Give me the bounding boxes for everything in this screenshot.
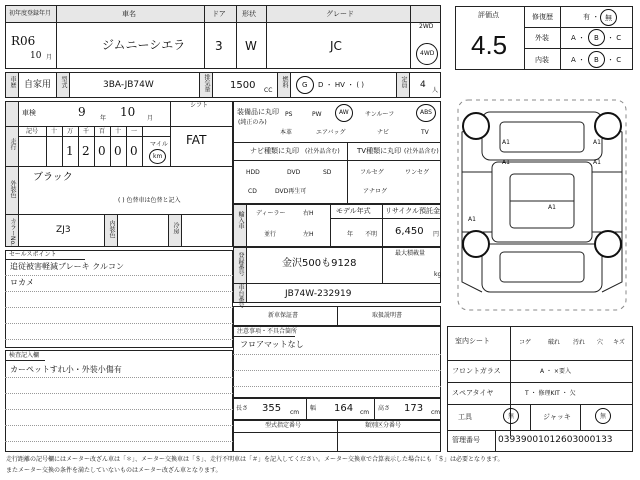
navi-opt: HDD bbox=[246, 169, 260, 176]
grade-label: グレード bbox=[326, 10, 354, 18]
model-year-label: モデル年式 bbox=[336, 207, 371, 215]
aw-circle bbox=[335, 104, 353, 122]
drive-2wd: 2WD bbox=[419, 23, 434, 30]
navi-type-label: ナビ種類に丸印 bbox=[250, 147, 299, 155]
shape-label: 形状 bbox=[242, 10, 256, 18]
interior-sheet-opt: 破れ bbox=[548, 339, 561, 346]
doors-label: ドア bbox=[212, 10, 226, 18]
recycle-unit: 円 bbox=[433, 231, 440, 238]
repair-no: 無 bbox=[605, 14, 612, 22]
interior-b-circle bbox=[588, 51, 605, 68]
height-unit: cm bbox=[431, 409, 441, 416]
mileage-digit: 1 bbox=[66, 144, 74, 158]
fuel-label: 燃料 bbox=[281, 76, 288, 88]
shift-label: シフト bbox=[190, 102, 209, 109]
notes-value: フロアマットなし bbox=[240, 340, 304, 349]
shift-value: FAT bbox=[186, 133, 207, 147]
width-label: 幅 bbox=[310, 405, 317, 412]
disp-unit: CC bbox=[264, 87, 273, 94]
disp-label: 排気量 bbox=[203, 74, 210, 92]
digit-header-10k: 万 bbox=[67, 128, 74, 135]
fuel-g: G bbox=[302, 81, 308, 89]
jack-value: 無 bbox=[600, 413, 607, 420]
jack-none-circle bbox=[595, 408, 611, 424]
car-diagram-svg bbox=[452, 92, 632, 320]
fuel-g-circle bbox=[296, 76, 314, 94]
width-unit: cm bbox=[360, 409, 370, 416]
digit-header-100k: 十 bbox=[51, 128, 58, 135]
fuel-rest: D ・ HV ・ ( ) bbox=[318, 81, 365, 89]
tv-type-label: TV種類に丸印 bbox=[357, 147, 402, 155]
drive-4wd-circle bbox=[416, 43, 438, 65]
car-name-label: 車名 bbox=[122, 10, 136, 18]
shape-value: W bbox=[245, 39, 257, 53]
damage-mark: A1 bbox=[502, 139, 510, 146]
notes-label: 注意事項・不具合箇所 bbox=[237, 328, 298, 335]
selling-points-label: セールスポイント bbox=[9, 251, 57, 258]
model-year-year: 年 bbox=[347, 231, 354, 238]
length-label: 長さ bbox=[236, 405, 249, 412]
registration-value: 金沢500も9128 bbox=[282, 258, 357, 269]
row2-table bbox=[5, 72, 441, 98]
new-car-warranty: 新車保証書 bbox=[268, 312, 299, 319]
color-code-value: ZJ3 bbox=[56, 225, 71, 235]
abs-circle bbox=[416, 104, 436, 122]
navi-opt: DVD bbox=[287, 169, 301, 176]
mileage-digit: 2 bbox=[82, 144, 90, 158]
inspector-label: 検査記入欄 bbox=[9, 352, 40, 359]
control-number-value: 0393900101260300013​3 bbox=[498, 435, 613, 445]
km-label: km bbox=[153, 153, 163, 160]
equipment-label: 装備品に丸印 bbox=[237, 108, 279, 116]
length-unit: cm bbox=[290, 409, 300, 416]
mileage-digit: 0 bbox=[114, 144, 122, 158]
interior-sel: B bbox=[594, 56, 599, 64]
equipment-sub: (純正のみ) bbox=[238, 119, 267, 126]
mileage-digit: 0 bbox=[98, 144, 106, 158]
first-reg-month-unit: 月 bbox=[46, 54, 53, 61]
model-year-unknown: 不明 bbox=[365, 231, 378, 238]
navi-opt: SD bbox=[323, 169, 332, 176]
use-label: 車歴 bbox=[9, 76, 16, 88]
inspection-label: 車検 bbox=[22, 109, 36, 117]
interior-sheet-opt: 穴 bbox=[597, 339, 604, 346]
damage-mark: A1 bbox=[548, 204, 556, 211]
seats-value: 4 bbox=[420, 80, 426, 90]
use-value: 自家用 bbox=[24, 80, 52, 90]
color-code-label: カラーNo. bbox=[9, 218, 16, 246]
score-value: 4.5 bbox=[471, 30, 508, 60]
navi-opt: CD bbox=[248, 188, 257, 195]
interior-opts: A ・ bbox=[571, 56, 586, 64]
selling-point-line: 追従被害軽減ブレーキ クルコン bbox=[10, 262, 124, 271]
car-diagram bbox=[452, 92, 632, 320]
spare-label: スペアタイヤ bbox=[452, 389, 494, 397]
recycle-value: 6,450 bbox=[395, 226, 424, 237]
equipment-airbag: エアバッグ bbox=[316, 129, 346, 136]
exterior-b-circle bbox=[588, 29, 605, 46]
equipment-ps: PS bbox=[285, 111, 293, 118]
km-circle bbox=[149, 149, 166, 164]
equipment-pw: PW bbox=[312, 111, 322, 118]
interior-sheet-opt: キズ bbox=[613, 339, 625, 346]
import-right: 右H bbox=[303, 210, 314, 217]
equipment-leather: 本革 bbox=[280, 129, 293, 136]
inspection-year: 9 bbox=[78, 105, 86, 119]
windshield-label: フロントガラス bbox=[452, 367, 501, 375]
drive-4wd: 4WD bbox=[420, 50, 435, 57]
equipment-navi: ナビ bbox=[377, 129, 390, 136]
doors-value: 3 bbox=[215, 39, 223, 53]
exterior-sel: B bbox=[594, 34, 599, 42]
height-label: 高さ bbox=[378, 405, 391, 412]
import-left: 左H bbox=[303, 231, 314, 238]
grade-value: JC bbox=[330, 39, 342, 53]
score-label: 評価点 bbox=[478, 11, 499, 19]
interior-sheet-opt: コゲ bbox=[519, 339, 532, 346]
spare-value: T ・ 修理KIT ・ 欠 bbox=[525, 390, 576, 397]
damage-mark: A1 bbox=[593, 139, 601, 146]
first-reg-value: R06 bbox=[11, 34, 36, 48]
digit-header-100: 百 bbox=[99, 128, 106, 135]
digit-header-sign: 記号 bbox=[26, 128, 39, 135]
exterior-label: 外装 bbox=[535, 34, 549, 42]
interior-c: ・ C bbox=[607, 56, 622, 64]
exterior-opts: A ・ bbox=[571, 34, 586, 42]
damage-mark: A1 bbox=[468, 216, 476, 223]
length-value: 355 bbox=[262, 403, 282, 414]
class-number-label: 類別区分番号 bbox=[365, 422, 402, 429]
disp-value: 1500 bbox=[230, 80, 256, 91]
footer-note-line2: またメーター交換の条件を満たしていないものはメーター改ざん車となります。 bbox=[6, 467, 222, 474]
chassis-value: JB74W-232919 bbox=[285, 289, 352, 299]
first-reg-label: 初年度登録年月 bbox=[9, 10, 52, 17]
seats-unit: 人 bbox=[432, 87, 439, 94]
inspector-line: カーペットすれ小・外装小傷有 bbox=[10, 365, 122, 374]
seats-label: 定員 bbox=[400, 76, 407, 88]
mileage-digit: 0 bbox=[130, 144, 138, 158]
exterior-color-value: ブラック bbox=[33, 172, 73, 183]
tv-opt: フルセグ bbox=[360, 169, 384, 176]
height-value: 173 bbox=[404, 403, 424, 414]
navi-opt: DVD再生可 bbox=[275, 188, 307, 195]
type-number-label: 型式指定番号 bbox=[265, 422, 302, 429]
exterior-color-note: ( ) 色替車は色替と記入 bbox=[118, 197, 181, 204]
max-load-unit: kg bbox=[434, 271, 442, 278]
damage-mark: A1 bbox=[502, 159, 510, 166]
exterior-c: ・ C bbox=[607, 34, 622, 42]
chassis-label: 車台番号 bbox=[237, 284, 244, 308]
model-label: 型式 bbox=[60, 76, 67, 88]
damage-mark: A1 bbox=[593, 159, 601, 166]
repair-label: 修復歴 bbox=[532, 13, 553, 21]
interior-sheet-label: 室内シート bbox=[455, 337, 490, 345]
footer-note-line1: 走行距離の記号欄にはメーター改ざん車は「＊」、メーター交換車は「＄」、走行不明車は「＃」を記入してください。メーター交換車で合算表示した場合にも「＄」は必要となります。 bbox=[6, 456, 504, 463]
tools-label: 工具 bbox=[458, 413, 472, 421]
selling-point-line: ロカメ bbox=[10, 278, 34, 287]
equipment-tv: TV bbox=[421, 129, 429, 136]
model-value: 3BA-JB74W bbox=[103, 80, 154, 90]
mile-label: マイル bbox=[150, 141, 168, 148]
navi-type-sub: (社外品含む) bbox=[305, 148, 340, 155]
inspection-year-unit: 年 bbox=[100, 115, 107, 122]
digit-header-1: 一 bbox=[131, 128, 138, 135]
tools-none-circle bbox=[503, 408, 519, 424]
tv-type-sub: (社外品含む) bbox=[404, 148, 439, 155]
interior-sheet-opt: 汚れ bbox=[573, 339, 586, 346]
equipment-abs: ABS bbox=[420, 109, 432, 116]
max-load-label: 最大積載量 bbox=[395, 250, 426, 257]
interior-color-label: 内装色 bbox=[108, 220, 115, 238]
owners-manual: 取扱説明書 bbox=[372, 312, 403, 319]
control-number-label: 管理番号 bbox=[452, 436, 480, 444]
jack-label: ジャッキ bbox=[543, 413, 571, 421]
tv-opt: アナログ bbox=[363, 188, 388, 195]
first-reg-month: 10 bbox=[30, 51, 42, 61]
digit-header-10: 十 bbox=[115, 128, 122, 135]
import-parallel: 並行 bbox=[264, 231, 277, 238]
equipment-sunroof: サンルーフ bbox=[365, 111, 395, 118]
tools-value: 無 bbox=[508, 413, 515, 420]
import-dealer: ディーラー bbox=[256, 210, 286, 217]
digit-header-1k: 千 bbox=[83, 128, 90, 135]
width-value: 164 bbox=[334, 403, 354, 414]
inspection-month-unit: 月 bbox=[147, 115, 154, 122]
run-label: 走行 bbox=[9, 138, 16, 150]
recycle-label: リサイクル預託金 bbox=[385, 207, 441, 215]
repair-yes: 有 ・ bbox=[583, 13, 600, 21]
interior-label: 内装 bbox=[535, 56, 549, 64]
equipment-aw: AW bbox=[339, 109, 349, 116]
windshield-value: A ・ ×要入 bbox=[540, 368, 571, 375]
tv-opt: ワンセグ bbox=[405, 169, 430, 176]
inspection-month: 10 bbox=[120, 105, 136, 119]
car-name-value: ジムニーシエラ bbox=[102, 38, 186, 52]
ac-label: 冷房 bbox=[172, 222, 179, 234]
exterior-color-label: 外装色 bbox=[9, 180, 16, 198]
registration-label: 登録番号 bbox=[237, 252, 244, 276]
repair-no-circle bbox=[600, 9, 617, 26]
import-label: 輸入車 bbox=[237, 211, 244, 229]
